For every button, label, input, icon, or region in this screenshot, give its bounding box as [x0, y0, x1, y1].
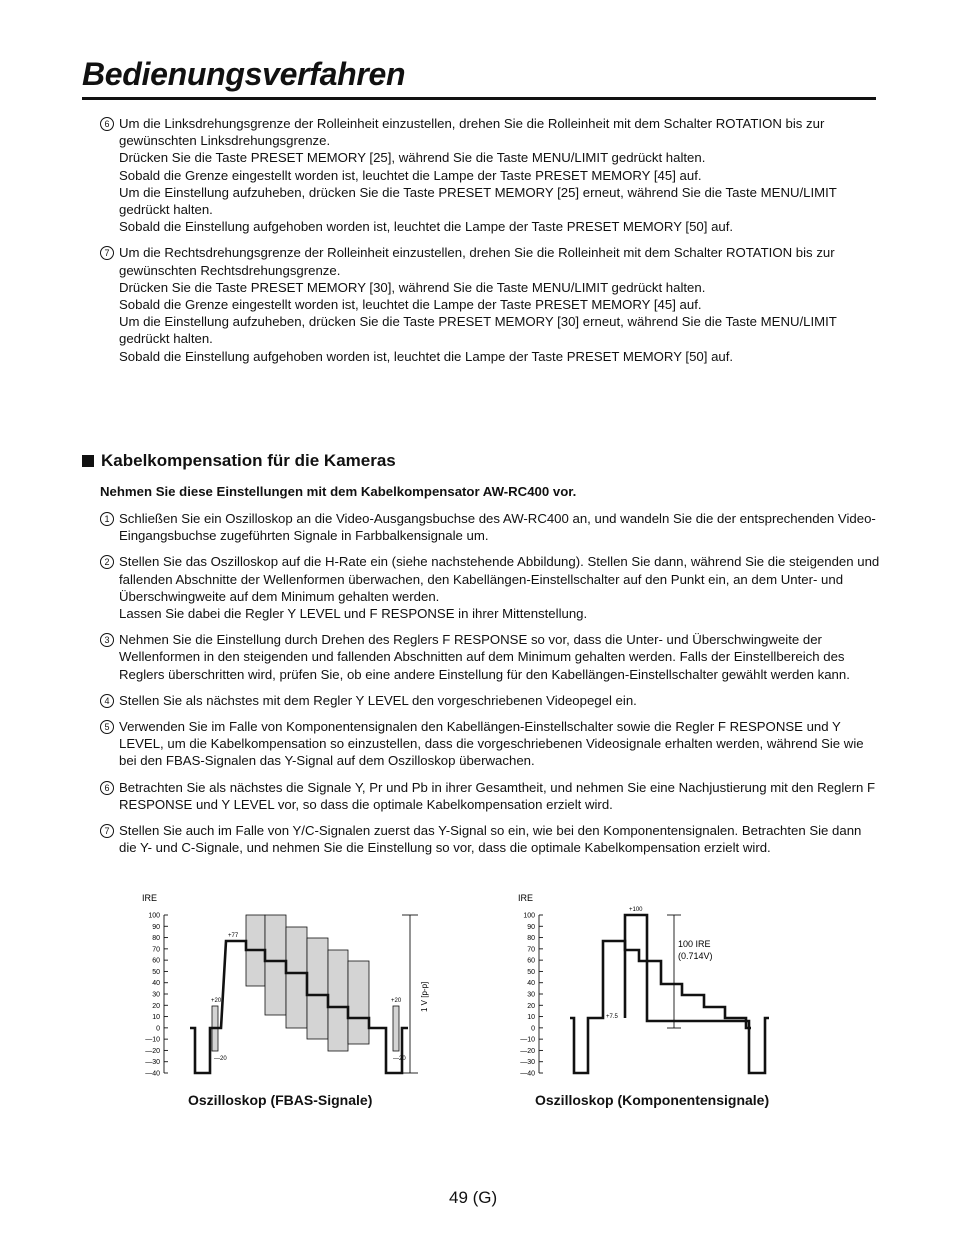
component-oscilloscope-figure	[515, 888, 805, 1093]
step-text: Sobald die Grenze eingestellt worden ist, leuchtet die Lampe der Taste PRESET MEMORY [45] auf.	[119, 297, 702, 313]
fbas-vpp-indicator	[402, 915, 418, 1073]
component-span-label: 100 IRE	[678, 939, 711, 949]
y-tick-label: 50	[152, 968, 160, 976]
y-tick-label: 10	[152, 1014, 160, 1022]
component-setup-label: +7.5	[606, 1014, 618, 1020]
step-item	[100, 779, 880, 813]
page-number: 49 (G)	[449, 1188, 498, 1207]
step-number-icon: 4	[100, 694, 114, 708]
black-square-icon	[82, 455, 94, 467]
component-peak-label: +100	[629, 907, 643, 913]
step-item	[100, 822, 880, 856]
step-text: Stellen Sie das Oszilloskop auf die H-Rate ein (siehe nachstehende Abbildung). Stellen Sie dann, während Sie die steigenden und fallenden Abschnitte der Wellenformen überwachen, den Kabellängen-Einstellschalter auf den Punkt ein, an dem Unter- und Überschwingweite auf dem Minimum gehalten werden.	[119, 554, 880, 604]
y-tick-label: 60	[152, 957, 160, 965]
step-text: Sobald die Einstellung aufgehoben worden ist, leuchtet die Lampe der Taste PRESET MEMORY [50] auf.	[119, 348, 734, 364]
step-item	[100, 692, 880, 709]
fbas-burst-bottom-left-label: —20	[214, 1056, 227, 1062]
y-tick-label: 40	[527, 980, 535, 988]
step-text: Nehmen Sie die Einstellung durch Drehen des Reglers F RESPONSE so vor, dass die Unter- und Überschwingweite der Wellenformen in den steigenden und fallenden Abschnitten auf dem Minimum gehalten werden. Falls der Einstellbereich des Reglers überschritten wird, prüfen Sie, ob eine andere Einstellung für den Kabellängen-Einstellschalter gewählt werden kann.	[119, 632, 850, 682]
y-tick-label: 0	[156, 1025, 160, 1033]
y-tick-label: 40	[152, 980, 160, 988]
chroma-block	[307, 938, 328, 1039]
step-text: Schließen Sie ein Oszilloskop an die Video-Ausgangsbuchse des AW-RC400 an, und wandeln Sie die der entsprechenden Video-Eingangsbuchse zugeführten Signale in Farbbalkensignale um.	[119, 511, 876, 544]
chroma-block	[286, 927, 307, 1028]
y-tick-label: 80	[527, 935, 535, 943]
step-number-icon: 7	[100, 246, 114, 260]
y-tick-label: 20	[152, 1002, 160, 1010]
y-tick-label: 80	[152, 935, 160, 943]
cable-compensation-steps	[100, 510, 880, 865]
component-caption: Oszilloskop (Komponentensignale)	[535, 1092, 770, 1108]
y-tick-label: 50	[527, 968, 535, 976]
y-tick-label: 90	[527, 923, 535, 931]
burst-right	[393, 1006, 399, 1051]
fbas-chroma-blocks	[212, 915, 399, 1051]
title-rule	[82, 97, 876, 100]
chroma-block	[328, 950, 348, 1051]
step-item	[100, 115, 880, 235]
fbas-vpp-label: 1 V [p-p]	[420, 981, 429, 1012]
y-tick-label: 30	[527, 991, 535, 999]
component-span-indicator	[667, 915, 681, 1028]
chroma-block	[348, 961, 369, 1044]
step-number-icon: 6	[100, 781, 114, 795]
step-number-icon: 1	[100, 512, 114, 526]
section-heading	[82, 451, 396, 471]
step-text: Verwenden Sie im Falle von Komponentensignalen den Kabellängen-Einstellschalter sowie die Regler F RESPONSE und Y LEVEL, um die Kabelkompensation so einzustellen, dass die vorgeschriebenen Videosignale erhalten werden, während Sie wie bei den FBAS-Signalen das Y-Signal auf dem Oszilloskop überwachen.	[119, 719, 864, 769]
component-span-value: (0.714V)	[678, 951, 713, 961]
step-text: Um die Einstellung aufzuheben, drücken Sie die Taste PRESET MEMORY [30] erneut, während Sie die Taste MENU/LIMIT gedrückt halten.	[119, 314, 837, 347]
step-number-icon: 3	[100, 633, 114, 647]
y-tick-label: 60	[527, 957, 535, 965]
chroma-block	[265, 915, 286, 1015]
step-number-icon: 2	[100, 555, 114, 569]
y-tick-label: 90	[152, 923, 160, 931]
component-axis	[520, 913, 543, 1078]
fbas-burst-top-right-label: +20	[391, 998, 402, 1004]
y-tick-label: 100	[148, 912, 160, 920]
page-title: Bedienungsverfahren	[82, 56, 406, 92]
y-tick-label: —30	[520, 1059, 535, 1067]
fbas-burst-bottom-right-label: —20	[393, 1056, 406, 1062]
step-text: Um die Rechtsdrehungsgrenze der Rolleinheit einzustellen, drehen Sie die Rolleinheit mit dem Schalter ROTATION bis zur gewünschten Rechtsdrehungsgrenze.	[119, 245, 835, 278]
step-text: Lassen Sie dabei die Regler Y LEVEL und F RESPONSE in ihrer Mittenstellung.	[119, 606, 588, 622]
step-item	[100, 553, 880, 622]
y-tick-label: 30	[152, 991, 160, 999]
step-text: Um die Linksdrehungsgrenze der Rolleinheit einzustellen, drehen Sie die Rolleinheit mit dem Schalter ROTATION bis zur gewünschten Linksdrehungsgrenze.	[119, 116, 825, 149]
fbas-peak-label: +77	[228, 933, 239, 939]
fbas-unit-label: IRE	[142, 893, 158, 903]
rotation-steps	[100, 115, 880, 374]
fbas-axis	[145, 913, 168, 1078]
step-text: Drücken Sie die Taste PRESET MEMORY [25], während Sie die Taste MENU/LIMIT gedrückt halten.	[119, 150, 706, 166]
y-tick-label: —30	[145, 1059, 160, 1067]
step-number-icon: 6	[100, 117, 114, 131]
step-number-icon: 7	[100, 824, 114, 838]
step-item	[100, 631, 880, 683]
step-number-icon: 5	[100, 720, 114, 734]
section-heading-text: Kabelkompensation für die Kameras	[101, 451, 396, 470]
y-tick-label: —40	[145, 1070, 160, 1078]
step-item	[100, 244, 880, 364]
step-item	[100, 510, 880, 544]
step-item	[100, 718, 880, 770]
step-text: Betrachten Sie als nächstes die Signale Y, Pr und Pb in ihrer Gesamtheit, und nehmen Sie eine Nachjustierung mit den Reglern F RESPONSE und Y LEVEL vor, so dass die optimale Kabelkompensation erzielt wird.	[119, 779, 876, 812]
y-tick-label: —40	[520, 1070, 535, 1078]
fbas-caption: Oszilloskop (FBAS-Signale)	[188, 1092, 373, 1108]
y-tick-label: 70	[527, 946, 535, 954]
component-waveform-svg	[515, 888, 805, 1088]
y-tick-label: —10	[145, 1036, 160, 1044]
y-tick-label: 20	[527, 1002, 535, 1010]
section-intro: Nehmen Sie diese Einstellungen mit dem Kabelkompensator AW-RC400 vor.	[100, 484, 577, 499]
step-text: Sobald die Grenze eingestellt worden ist, leuchtet die Lampe der Taste PRESET MEMORY [45] auf.	[119, 167, 702, 183]
fbas-waveform-svg	[140, 888, 440, 1088]
y-tick-label: —10	[520, 1036, 535, 1044]
y-tick-label: 10	[527, 1014, 535, 1022]
y-tick-label: —20	[145, 1047, 160, 1055]
y-tick-label: 0	[531, 1025, 535, 1033]
fbas-burst-top-left-label: +20	[211, 998, 222, 1004]
step-text: Stellen Sie auch im Falle von Y/C-Signalen zuerst das Y-Signal so ein, wie bei den Komponentensignalen. Betrachten Sie dann die Y- und C-Signale, und nehmen Sie die Einstellung so vor, dass die optimale Kabelkompensation erzielt wird.	[119, 823, 862, 856]
step-text: Um die Einstellung aufzuheben, drücken Sie die Taste PRESET MEMORY [25] erneut, während Sie die Taste MENU/LIMIT gedrückt halten.	[119, 184, 837, 218]
fbas-oscilloscope-figure	[140, 888, 440, 1093]
step-text: Sobald die Einstellung aufgehoben worden ist, leuchtet die Lampe der Taste PRESET MEMORY [50] auf.	[119, 219, 734, 235]
component-unit-label: IRE	[518, 893, 534, 903]
step-text: Drücken Sie die Taste PRESET MEMORY [30], während Sie die Taste MENU/LIMIT gedrückt halten.	[119, 279, 706, 295]
step-text: Stellen Sie als nächstes mit dem Regler Y LEVEL den vorgeschriebenen Videopegel ein.	[119, 692, 637, 708]
y-tick-label: —20	[520, 1047, 535, 1055]
y-tick-label: 100	[523, 912, 535, 920]
component-setup-trace	[570, 941, 751, 1073]
y-tick-label: 70	[152, 946, 160, 954]
